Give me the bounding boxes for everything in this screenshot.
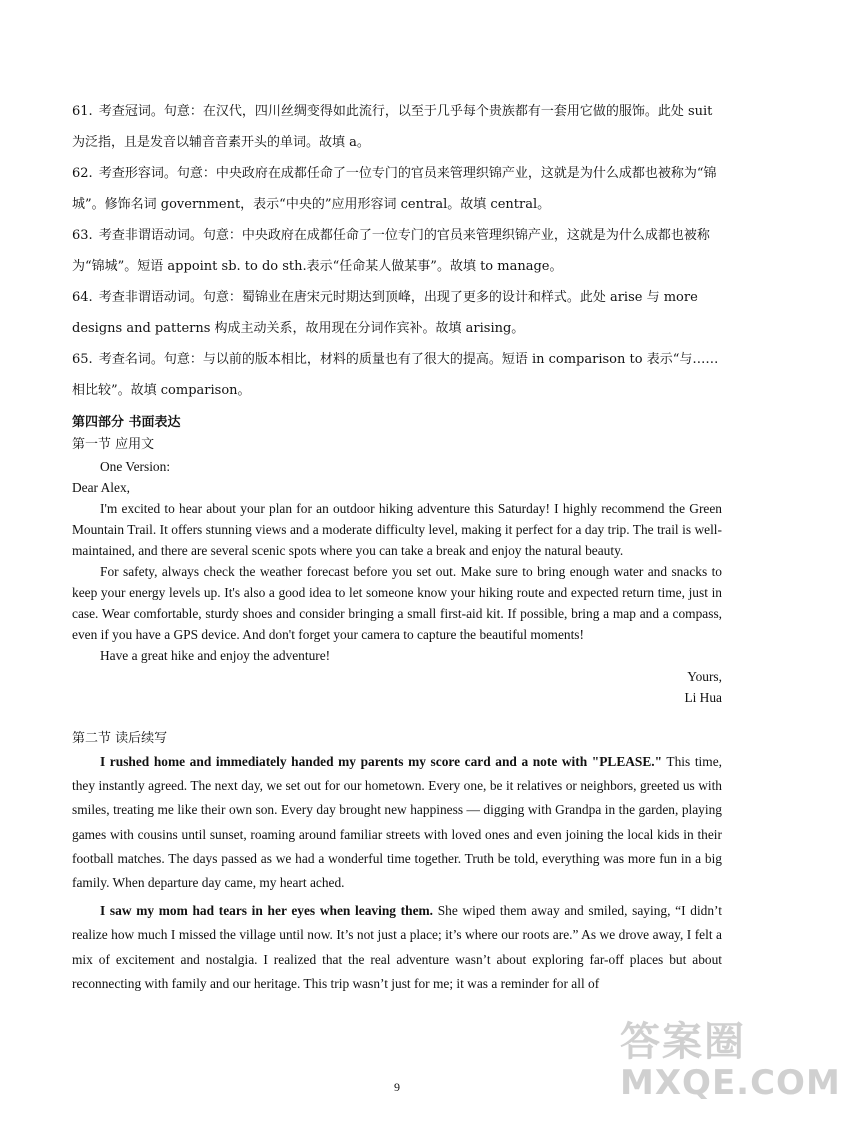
continuation-lead-1: I rushed home and immediately handed my parents my score card and a note with "PLEASE." (100, 754, 663, 769)
section1-title: 第一节 应用文 (72, 437, 155, 452)
continuation-paragraph-2: I saw my mom had tears in her eyes when leaving them. She wiped them away and smiled, saying, “I didn’t realize how much I missed the village until now. It’s not just a place; it’s where our roots are.” As we drove away, I felt a mix of excitement and nostalgia. I realized that the real adventure wasn’t about exploring far-off places but about reconnecting with family and our heritage. This trip wasn’t just for me; it was a reminder for all of (72, 903, 722, 991)
continuation-writing (72, 750, 722, 996)
letter-paragraph-3: Have a great hike and enjoy the adventure! (100, 648, 331, 663)
section2-title: 第二节 读后续写 (72, 731, 168, 746)
letter (72, 456, 722, 666)
answer-item-63: 63. 考查非谓语动词。句意：中央政府在成都任命了一位专门的官员来管理织锦产业，这就是为什么成都也被称为“锦城”。短语 appoint sb. to do sth.表示“任命某人做某事”。故填 to manage。 (72, 228, 710, 274)
answer-item-62: 62. 考查形容词。句意：中央政府在成都任命了一位专门的官员来管理织锦产业，这就是为什么成都也被称为“锦城”。修饰名词 government，表示“中央的”应用形容词 central。故填 central。 (72, 166, 717, 212)
answer-item-61: 61. 考查冠词。句意：在汉代，四川丝绸变得如此流行，以至于几乎每个贵族都有一套用它做的服饰。此处 suit 为泛指，且是发音以辅音音素开头的单词。故填 a。 (72, 104, 713, 150)
continuation-paragraph-1: I rushed home and immediately handed my parents my score card and a note with "PLEASE." This time, they instantly agreed. The next day, we set out for our hometown. Every one, be it relatives or neighbors, greeted us with smiles, treating me like their own son. Every day brought new happiness — digging with Grandpa in the garden, playing games with cousins until sunset, roaming around familiar streets with loved ones and even joining the local kids in their football matches. The days passed as we had a wonderful time together. Truth be told, everything was more fun in a big family. When departure day came, my heart ached. (72, 754, 722, 891)
letter-paragraph-1: I'm excited to hear about your plan for an outdoor hiking adventure this Saturday! I highly recommend the Green Mountain Trail. It offers stunning views and a moderate difficulty level, making it perfect for a day trip. The trail is well-maintained, and there are several scenic spots where you can take a break and enjoy the natural beauty. (72, 501, 722, 558)
answer-item-65: 65. 考查名词。句意：与以前的版本相比，材料的质量也有了很大的提高。短语 in comparison to 表示“与……相比较”。故填 comparison。 (72, 352, 719, 398)
letter-greeting: Dear Alex, (72, 480, 131, 495)
watermark-top: 答案圈 (620, 1019, 746, 1065)
continuation-lead-2: I saw my mom had tears in her eyes when leaving them. (100, 903, 434, 919)
watermark-logo (620, 1010, 841, 1120)
part4-title: 第四部分 书面表达 (72, 415, 181, 430)
answer-item-64: 64. 考查非谓语动词。句意：蜀锦业在唐宋元时期达到顶峰，出现了更多的设计和样式。此处 arise 与 more designs and patterns 构成主动关系，故用现在分词作宾补。故填 arising。 (72, 290, 698, 336)
watermark-bottom: MXQE.COM (620, 1063, 841, 1103)
letter-closing: Yours, (687, 669, 722, 684)
version-label: One Version: (100, 459, 171, 474)
document-body (72, 96, 722, 996)
page-number: 9 (394, 1080, 400, 1094)
letter-paragraph-2: For safety, always check the weather forecast before you set out. Make sure to bring enough water and snacks to keep your energy levels up. It's also a good idea to let someone know your hiking route and expected return time, just in case. Wear comfortable, sturdy shoes and consider bringing a small first-aid kit. If possible, bring a map and a compass, even if you have a GPS device. And don't forget your camera to capture the beautiful moments! (72, 564, 722, 642)
letter-signature: Li Hua (684, 690, 722, 705)
